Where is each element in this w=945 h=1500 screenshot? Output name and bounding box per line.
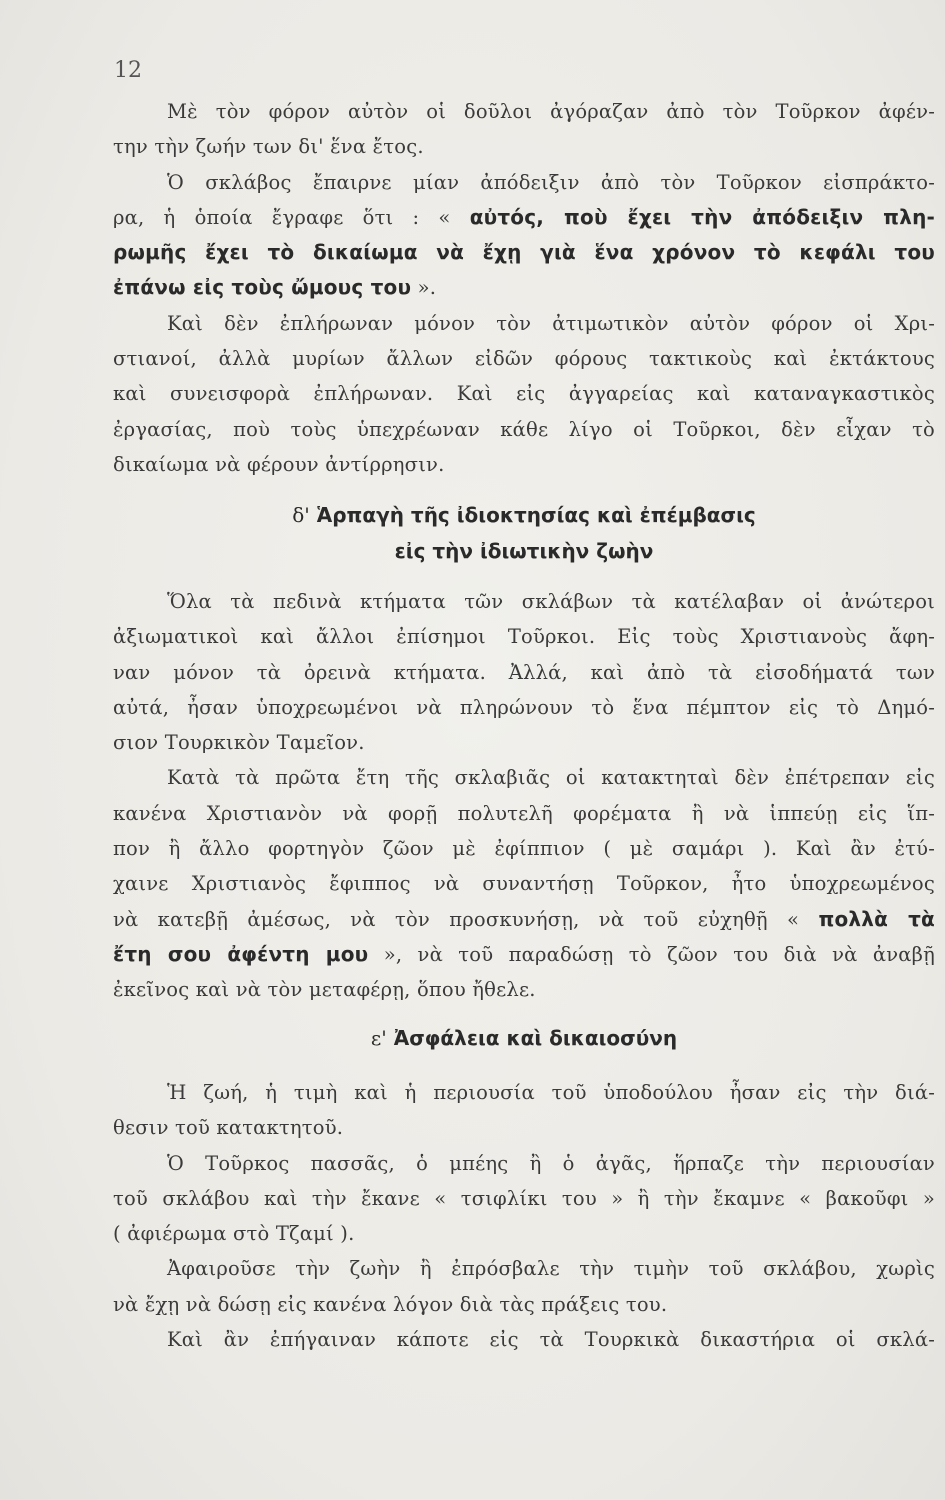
text-line: Κατὰ τὰ πρῶτα ἔτη τῆς σκλαβιᾶς οἱ κατακτηταὶ δὲν ἐπέτρεπαν εἰς: [167, 766, 935, 790]
text-span: ».: [411, 276, 437, 300]
text-line: την τὴν ζωήν των δι' ἕνα ἔτος.: [113, 135, 424, 159]
text-line: Ὁ Τοῦρκος πασσᾶς, ὁ μπέης ἢ ὁ ἀγᾶς, ἥρπαζε τὴν περιουσίαν: [167, 1151, 935, 1175]
section-number: ε': [370, 1026, 387, 1050]
text-line: [113, 200, 935, 235]
text-line: πον ἢ ἄλλο φορτηγὸν ζῶον μὲ ἐφίππιον ( μὲ σαμάρι ). Καὶ ἂν ἐτύ-: [113, 837, 935, 861]
text-line: ( ἀφιέρωμα στὸ Τζαμί ).: [113, 1222, 355, 1246]
text-span: αὐτός, ποὺ ἔχει τὴν ἀπόδειξιν πλη-: [469, 204, 935, 229]
paragraph-block-1: [113, 94, 935, 482]
text-span: », νὰ τοῦ παραδώσῃ τὸ ζῶον του διὰ νὰ ἀναβῇ: [368, 942, 935, 966]
text-line: [113, 902, 935, 937]
section-number: δ': [292, 503, 310, 527]
text-span: ρωμῆς ἔχει τὸ δικαίωμα νὰ ἔχῃ γιὰ ἕνα χρόνον τὸ κεφάλι του: [113, 240, 935, 265]
text-line: τοῦ σκλάβου καὶ τὴν ἔκανε « τσιφλίκι του » ἢ τὴν ἔκαμνε « βακοῦφι »: [113, 1186, 935, 1210]
text-line: [113, 235, 935, 270]
paragraph-block-3: [113, 1075, 935, 1357]
text-line: νὰ ἔχῃ νὰ δώσῃ εἰς κανένα λόγον διὰ τὰς πράξεις του.: [113, 1292, 668, 1316]
text-line: χαινε Χριστιανὸς ἔφιππος νὰ συναντήσῃ Τοῦρκον, ἦτο ὑποχρεωμένος: [113, 872, 935, 896]
section-heading-epsilon: [113, 1020, 935, 1056]
paragraph-block-2: [113, 584, 935, 1008]
text-span: ἐπάνω εἰς τοὺς ὤμους του: [113, 275, 412, 300]
text-line: Ἀφαιροῦσε τὴν ζωὴν ἢ ἐπρόσβαλε τὴν τιμὴν τοῦ σκλάβου, χωρὶς: [167, 1257, 935, 1281]
section-title: Ἁρπαγὴ τῆς ἰδιοκτησίας καὶ ἐπέμβασις: [316, 503, 756, 527]
text-line: ἀξιωματικοὶ καὶ ἄλλοι ἐπίσημοι Τοῦρκοι. Εἰς τοὺς Χριστιανοὺς ἄφη-: [113, 625, 935, 649]
text-line: αὐτά, ἦσαν ὑποχρεωμένοι νὰ πληρώνουν τὸ ἕνα πέμπτον εἰς τὸ Δημό-: [113, 695, 935, 719]
section-heading-epsilon-line1: [113, 1020, 935, 1056]
text-line: σιον Τουρκικὸν Ταμεῖον.: [113, 731, 365, 755]
text-line: στιανοί, ἀλλὰ μυρίων ἄλλων εἰδῶν φόρους τακτικοὺς καὶ ἐκτάκτους: [113, 347, 935, 371]
text-line: Ὅλα τὰ πεδινὰ κτήματα τῶν σκλάβων τὰ κατέλαβαν οἱ ἀνώτεροι: [167, 590, 935, 613]
text-line: Μὲ τὸν φόρον αὐτὸν οἱ δοῦλοι ἀγόραζαν ἀπὸ τὸν Τοῦρκον ἀφέν-: [167, 100, 935, 123]
text-line: δικαίωμα νὰ φέρουν ἀντίρρησιν.: [113, 452, 445, 476]
text-line: ναν μόνον τὰ ὀρεινὰ κτήματα. Ἀλλά, καὶ ἀπὸ τὰ εἰσοδήματά των: [113, 660, 935, 684]
text-line: θεσιν τοῦ κατακτητοῦ.: [113, 1116, 344, 1140]
page-number: 12: [114, 58, 142, 83]
text-line: κανένα Χριστιανὸν νὰ φορῇ πολυτελῆ φορέματα ἢ νὰ ἱππεύῃ εἰς ἵπ-: [113, 801, 935, 825]
text-line: [113, 270, 935, 305]
text-line: ἐκεῖνος καὶ νὰ τὸν μεταφέρῃ, ὅπου ἤθελε.: [113, 978, 536, 1002]
section-heading-delta-line1: [113, 497, 935, 533]
text-span: ἔτη σου ἀφέντη μου: [113, 941, 369, 966]
text-span: πολλὰ τὰ: [818, 906, 935, 931]
text-line: Ὁ σκλάβος ἔπαιρνε μίαν ἀπόδειξιν ἀπὸ τὸν Τοῦρκον εἰσπράκτο-: [167, 170, 935, 194]
section-heading-delta-line2: εἰς τὴν ἰδιωτικὴν ζωὴν: [394, 539, 654, 563]
text-line: ἐργασίας, ποὺ τοὺς ὑπεχρέωναν κάθε λίγο οἱ Τοῦρκοι, δὲν εἶχαν τὸ: [113, 417, 935, 441]
text-span: νὰ κατεβῇ ἀμέσως, νὰ τὸν προσκυνήσῃ, νὰ τοῦ εὐχηθῇ «: [113, 907, 819, 931]
text-line: Καὶ ἂν ἐπήγαιναν κάποτε εἰς τὰ Τουρκικὰ δικαστήρια οἱ σκλά-: [167, 1328, 935, 1352]
text-span: ρα, ἡ ὁποία ἔγραφε ὅτι : «: [113, 205, 470, 229]
section-title: Ἀσφάλεια καὶ δικαιοσύνη: [393, 1026, 678, 1050]
text-line: Καὶ δὲν ἐπλήρωναν μόνον τὸν ἀτιμωτικὸν αὐτὸν φόρον οἱ Χρι-: [167, 311, 935, 335]
text-line: Ἡ ζωή, ἡ τιμὴ καὶ ἡ περιουσία τοῦ ὑποδούλου ἦσαν εἰς τὴν διά-: [167, 1081, 935, 1104]
section-heading-delta: [113, 497, 935, 569]
text-line: [113, 937, 935, 972]
text-line: καὶ συνεισφορὰ ἐπλήρωναν. Καὶ εἰς ἀγγαρείας καὶ καταναγκαστικὸς: [113, 382, 935, 406]
